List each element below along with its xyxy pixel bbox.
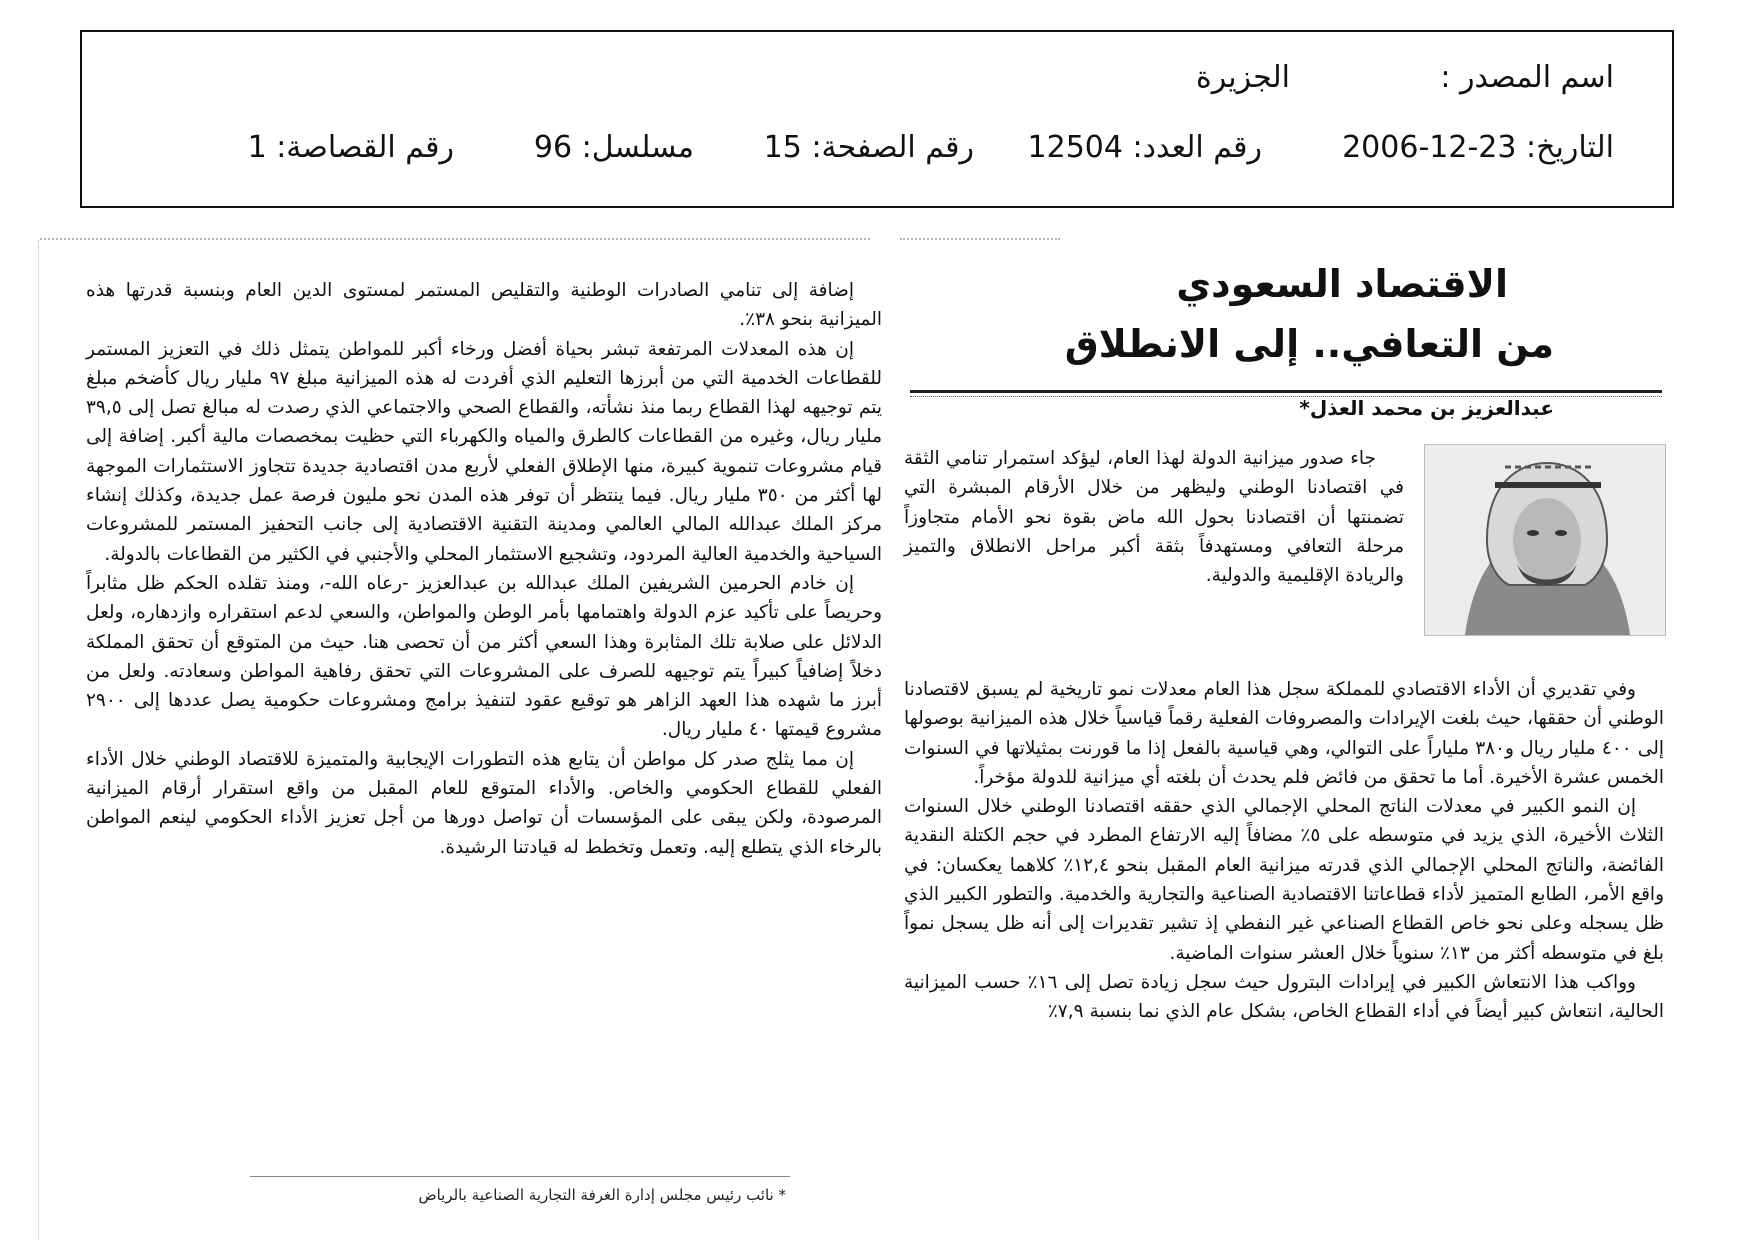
- paragraph: إن مما يثلج صدر كل مواطن أن يتابع هذه التطورات الإيجابية والمتميزة للاقتصاد الوطني خلال الأداء الفعلي للقطاع الحكومي والخاص. والأداء المتوقع للعام المقبل من واقع استقرار أرقام الميزانية المرصودة، ولكن يبقى على المؤسسات أن تواصل دورها من أجل تعزيز الأداء الحكومي لينعم المواطن بالرخاء الذي يتطلع إليه. وتعمل وتخطط له قيادتنا الرشيدة.: [86, 748, 882, 858]
- article-right-column: [904, 675, 1664, 1027]
- article-left-column: [86, 276, 882, 862]
- source-info-box: [80, 30, 1674, 208]
- author-footnote: * نائب رئيس مجلس إدارة الغرفة التجارية الصناعية بالرياض: [418, 1186, 786, 1204]
- paragraph: إن هذه المعدلات المرتفعة تبشر بحياة أفضل ورخاء أكبر للمواطن يتمثل ذلك في التعزيز المستمر للقطاعات الخدمية التي من أبرزها التعليم الذي أفردت له هذه الميزانية مبلغ ٩٧ مليار ريال كأضخم مبلغ يتم توجيهه لهذا القطاع ربما منذ نشأته، والقطاع الصحي والاجتماعي الذي رصدت له مبالغ تصل إلى ٣٩,٥ مليار ريال، وغيره من القطاعات كالطرق والمياه والكهرباء التي حظيت بمخصصات مالية أكبر. إضافة إلى قيام مشروعات تنموية كبيرة، منها الإطلاق الفعلي لأربع مدن اقتصادية جديدة تتجاوز الاستثمارات الموجهة لها أكثر من ٣٥٠ مليار ريال. فيما ينتظر أن توفر هذه المدن نحو مليون فرصة عمل جديدة، وكذلك إنشاء مركز الملك عبدالله المالي العالمي ومدينة التقنية الاقتصادية إلى جانب التحفيز المستمر للمشروعات السياحية والخدمية العالية المردود، وتشجيع الاستثمار المحلي والأجنبي في الكثير من القطاعات بالدولة.: [86, 338, 882, 565]
- paragraph: إن النمو الكبير في معدلات الناتج المحلي الإجمالي الذي حققه اقتصادنا الوطني خلال السنوات الثلاث الأخيرة، الذي يزيد في متوسطه على ٥٪ مضافاً إليه الارتفاع المطرد في حجم الكتلة النقدية الفائضة، والناتج المحلي الإجمالي الذي قدرته ميزانية العام المقبل بنحو ١٢,٤٪ كلاهما يعكسان: في واقع الأمر، الطابع المتميز لأداء قطاعاتنا الاقتصادية الصناعية والتجارية والخدمية. والتطور الكبير الذي ظل يسجله وعلى نحو خاص القطاع الصناعي غير النفطي إذ تشير تقديرات إلى أنه ظل يسجل نمواً بلغ في متوسطه أكثر من ١٣٪ سنوياً خلال العشر سنوات الماضية.: [904, 796, 1665, 964]
- date-field: التاريخ: 23-12-2006: [1342, 130, 1614, 165]
- paragraph: إن خادم الحرمين الشريفين الملك عبدالله بن عبدالعزيز -رعاه الله-، ومنذ تقلده الحكم ظل مثابراً وحريصاً على تأكيد عزم الدولة واهتمامها بأمر الوطن والمواطن، والسعي لدعم استقراره وازدهاره، ولعل الدلائل على صلابة تلك المثابرة وهذا السعي أكثر من أن تحصى هنا. حيث من المتوقع أن تحقق المملكة دخلاً إضافياً كبيراً يتم توجيهه للصرف على المشروعات التي تحقق رفاهية المواطن وسعادته. ولعل من أبرز ما شهده هذا العهد الزاهر هو توقيع عقود لتنفيذ برامج ومشروعات حكومية يصل عددها إلى ٢٩٠٠ مشروع قيمتها ٤٠ مليار ريال.: [86, 572, 882, 741]
- intro-paragraph: جاء صدور ميزانية الدولة لهذا العام، ليؤكد استمرار تنامي الثقة في اقتصادنا الوطني وليظهر من خلال الأرقام المبشرة التي تضمنتها أن اقتصادنا بحول الله ماض بقوة نحو الأمام متجاوزاً مرحلة التعافي ومستهدفاً بثقة أكبر مراحل الانطلاق والتميز والريادة الإقليمية والدولية.: [904, 448, 1404, 587]
- scan-edge: [38, 240, 39, 1240]
- clipping-number: رقم القصاصة: 1: [247, 130, 454, 165]
- article-title-line2: من التعافي.. إلى الانطلاق: [1064, 322, 1554, 366]
- scan-noise-left: [40, 238, 870, 242]
- author-byline: عبدالعزيز بن محمد العذل*: [1299, 396, 1554, 420]
- paragraph: وفي تقديري أن الأداء الاقتصادي للمملكة سجل هذا العام معدلات نمو تاريخية لم يسبق لاقتصادنا الوطني أن حققها، حيث بلغت الإيرادات والمصروفات الفعلية رقماً قياسياً خلال هذه الميزانية بوصولها إلى ٤٠٠ مليار ريال و٣٨٠ ملياراً على التوالي، وهي قياسية بالفعل إذا ما قورنت بمثيلاتها في السنوات الخمس عشرة الأخيرة. أما ما تحقق من فائض فلم يحدث أن بلغته أي ميزانية للدولة مؤخراً.: [904, 679, 1665, 788]
- serial-number: مسلسل: 96: [533, 130, 694, 165]
- source-label: اسم المصدر :: [1440, 60, 1614, 95]
- article-intro-column: [904, 444, 1404, 590]
- article-title-line1: الاقتصاد السعودي: [1176, 262, 1508, 306]
- issue-number: رقم العدد: 12504: [1027, 130, 1262, 165]
- footnote-rule: [250, 1176, 790, 1177]
- author-photo: [1424, 444, 1666, 636]
- paragraph: إضافة إلى تنامي الصادرات الوطنية والتقليص المستمر لمستوى الدين العام وبنسبة قدرتها هذه الميزانية بنحو ٣٨٪.: [86, 280, 882, 331]
- source-value: الجزيرة: [1195, 60, 1290, 95]
- scan-noise-right: [900, 238, 1060, 242]
- page-number: رقم الصفحة: 15: [763, 130, 974, 165]
- paragraph: وواكب هذا الانتعاش الكبير في إيرادات البترول حيث سجل زيادة تصل إلى ١٦٪ حسب الميزانية الحالية، انتعاش كبير أيضاً في أداء القطاع الخاص، بشكل عام الذي نما بنسبة ٧,٩٪: [904, 971, 1664, 1023]
- author-portrait-icon: [1425, 445, 1665, 635]
- byline-rule: [910, 390, 1662, 393]
